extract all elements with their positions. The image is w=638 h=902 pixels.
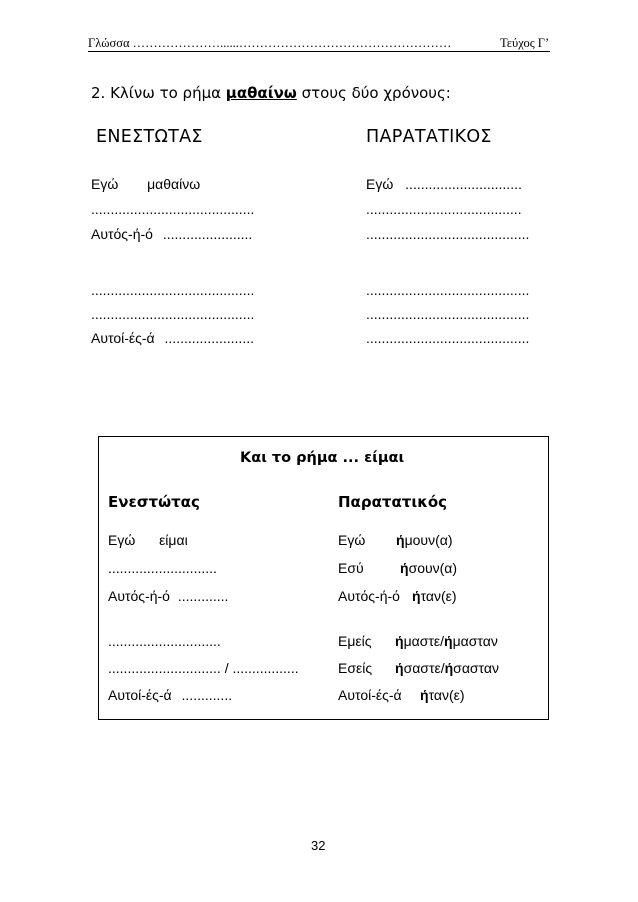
pronoun: Εγώ <box>366 176 394 192</box>
box-imperfect-row-4 <box>338 633 498 649</box>
box-present-row-1 <box>108 532 188 548</box>
ending: μουν(α) <box>404 532 453 548</box>
instruction-suffix: στους δύο χρόνους: <box>296 84 451 102</box>
present-row-4-blank[interactable]: .......................................... <box>91 282 255 298</box>
box-present-row-4-blank[interactable]: ............................. <box>108 633 221 649</box>
box-imperfect-row-5 <box>338 660 499 676</box>
header-rule <box>88 51 550 52</box>
present-row-3 <box>91 226 252 242</box>
present-row-1 <box>91 176 200 192</box>
pronoun: Εγώ <box>108 532 136 548</box>
imperfect-row-4-blank[interactable]: .......................................... <box>366 282 530 298</box>
ending: μασταν <box>452 633 498 649</box>
box-imperfect-row-3 <box>338 588 457 604</box>
box-imperfect-row-6 <box>338 687 465 703</box>
present-heading: ΕΝΕΣΤΩΤΑΣ <box>96 127 203 147</box>
box-present-row-5-blank[interactable]: ............................. / ................. <box>108 660 299 676</box>
pronoun: Αυτοί-ές-ά <box>338 687 402 703</box>
stem: ή <box>395 660 404 676</box>
stem: ή <box>420 687 429 703</box>
imperfect-row-5-blank[interactable]: .......................................... <box>366 306 530 322</box>
pronoun: Εμείς <box>338 633 372 649</box>
pronoun: Εγώ <box>338 532 366 548</box>
ending: σασταν <box>453 660 499 676</box>
box-title: Και το ρήμα ... είμαι <box>240 450 405 466</box>
ending: σαστε/ <box>403 660 445 676</box>
blank[interactable]: ............. <box>181 687 233 703</box>
present-row-6 <box>91 330 254 346</box>
box-present-row-3 <box>108 588 228 604</box>
instruction-prefix: 2. Κλίνω το ρήμα <box>91 84 226 102</box>
stem: ή <box>395 633 404 649</box>
blank[interactable]: ....................... <box>164 330 254 346</box>
header-right: Τεύχος Γ’ <box>500 36 550 50</box>
ending: ταν(ε) <box>420 588 457 604</box>
verb-eimai-box <box>98 436 549 720</box>
box-present-heading: Ενεστώτας <box>108 493 200 511</box>
pronoun: Αυτοί-ές-ά <box>91 330 155 346</box>
pronoun: Αυτός-ή-ό <box>91 226 153 242</box>
pronoun: Εσύ <box>338 560 364 576</box>
stem: ή <box>444 633 453 649</box>
stem: ή <box>396 532 405 548</box>
stem: ή <box>412 588 421 604</box>
box-imperfect-row-1 <box>338 532 453 548</box>
pronoun: Αυτός-ή-ό <box>108 588 170 604</box>
imperfect-row-1 <box>366 176 522 192</box>
present-row-2-blank[interactable]: .......................................... <box>91 201 255 217</box>
box-imperfect-row-2 <box>338 560 457 576</box>
pronoun: Αυτός-ή-ό <box>338 588 400 604</box>
pronoun: Εγώ <box>91 176 119 192</box>
box-present-row-2-blank[interactable]: ............................ <box>108 560 217 576</box>
imperfect-heading: ΠΑΡΑΤΑΤΙΚΟΣ <box>366 127 492 147</box>
blank[interactable]: ....................... <box>162 226 253 242</box>
verb-form: είμαι <box>159 532 188 548</box>
pronoun: Εσείς <box>338 660 373 676</box>
box-imperfect-heading: Παρατατικός <box>338 493 448 511</box>
verb-form: μαθαίνω <box>147 176 201 192</box>
ending: μαστε/ <box>403 633 445 649</box>
ending: ταν(ε) <box>428 687 465 703</box>
header-left: Γλώσσα …………………......…………………………………………… <box>88 36 452 50</box>
imperfect-row-6-blank[interactable]: .......................................... <box>366 330 530 346</box>
ending: σουν(α) <box>408 560 458 576</box>
stem: ή <box>444 660 454 676</box>
blank[interactable]: ............. <box>177 588 229 604</box>
box-present-row-6 <box>108 687 232 703</box>
stem: ή <box>400 560 409 576</box>
present-row-5-blank[interactable]: .......................................... <box>91 306 255 322</box>
page-number: 32 <box>311 838 326 853</box>
blank[interactable]: .............................. <box>405 176 522 192</box>
exercise-instruction <box>91 84 451 102</box>
imperfect-row-2-blank[interactable]: ........................................ <box>366 201 522 217</box>
imperfect-row-3-blank[interactable]: .......................................... <box>366 226 530 242</box>
pronoun: Αυτοί-ές-ά <box>108 687 172 703</box>
instruction-verb: μαθαίνω <box>225 84 297 102</box>
